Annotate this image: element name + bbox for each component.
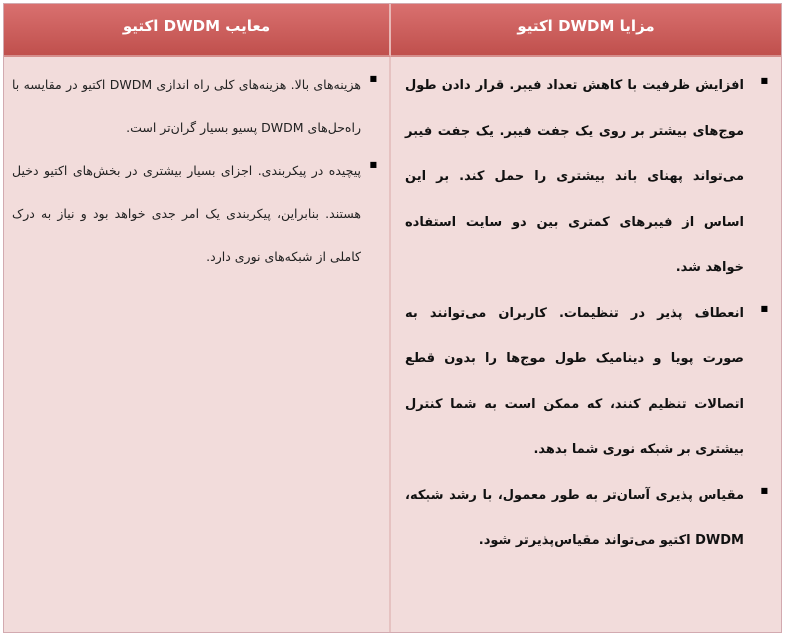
list-item <box>405 291 768 473</box>
list-item <box>12 149 377 278</box>
advantage-text: افزایش ظرفیت با کاهش تعداد فیبر. قرار دادن طول موج‌های بیشتر بر روی یک جفت فیبر. یک جفت فیبر می‌تواند پهنای باند بیشتری را حمل کند. بر این اساس از فیبرهای کمتری بین دو سایت استفاده خواهد شد. <box>405 78 744 275</box>
comparison-table <box>3 3 782 633</box>
table-header-row <box>4 4 781 57</box>
disadvantages-cell <box>4 57 391 632</box>
disadvantage-text: هزینه‌های بالا. هزینه‌های کلی راه اندازی DWDM اکتیو در مقایسه با راه‌حل‌های DWDM پسیو بسیار گران‌تر است. <box>12 77 361 135</box>
list-item <box>12 63 377 149</box>
disadvantages-list <box>12 63 377 278</box>
advantages-list <box>405 63 768 564</box>
advantages-cell <box>391 57 781 632</box>
disadvantages-header: معایب DWDM اکتیو <box>4 4 391 57</box>
square-bullet-icon: ■ <box>369 160 377 169</box>
list-item <box>405 473 768 564</box>
square-bullet-icon: ■ <box>760 303 768 313</box>
list-item <box>405 63 768 291</box>
square-bullet-icon: ■ <box>760 485 768 495</box>
disadvantage-text: پیچیده در پیکربندی. اجزای بسیار بیشتری در بخش‌های اکتیو دخیل هستند. بنابراین، پیکربندی یک امر جدی خواهد بود و نیاز به درک کاملی از شبکه‌های نوری دارد. <box>12 163 361 264</box>
advantage-text: انعطاف پذیر در تنظیمات. کاربران می‌توانند به صورت پویا و دینامیک طول موج‌ها را بدون قطع اتصالات تنظیم کنند، که ممکن است به شما کنترل بیشتری بر شبکه نوری شما بدهد. <box>405 305 744 457</box>
advantages-header: مزایا DWDM اکتیو <box>391 4 781 57</box>
advantage-text: مقیاس پذیری آسان‌تر به طور معمول، با رشد شبکه، DWDM اکتیو می‌تواند مقیاس‌پذیرتر شود. <box>405 487 744 548</box>
square-bullet-icon: ■ <box>369 74 377 83</box>
square-bullet-icon: ■ <box>760 76 768 85</box>
table-body-row <box>4 57 781 632</box>
